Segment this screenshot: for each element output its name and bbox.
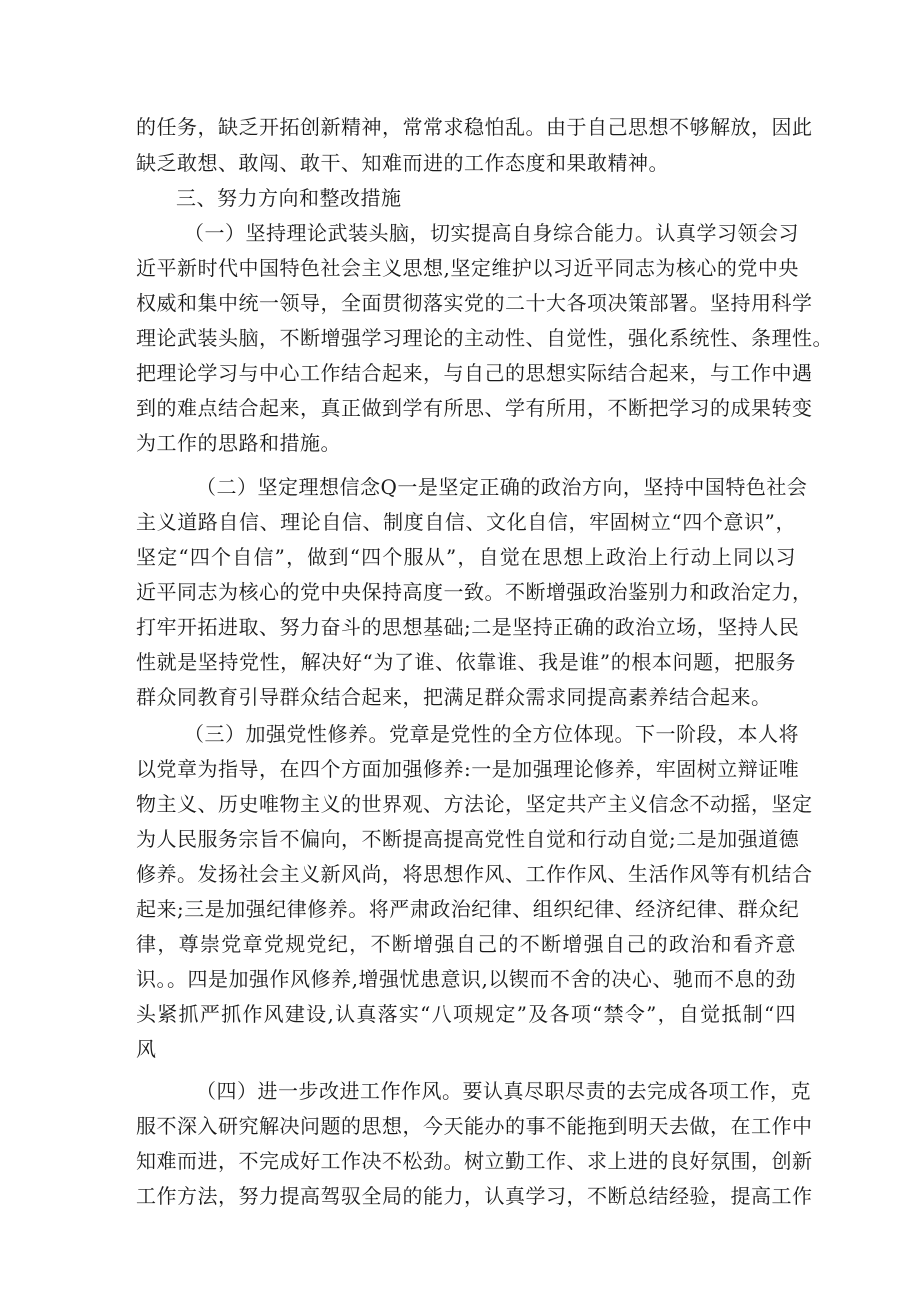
text-line: 性就是坚持党性，解决好“为了谁、依靠谁、我是谁”的根本问题，把服务 bbox=[136, 650, 796, 674]
text-line: 修养。发扬社会主义新风尚，将思想作风、工作作风、生活作风等有机结合 bbox=[136, 862, 813, 886]
text-line: 头紧抓严抓作风建设,认真落实“八项规定”及各项“禁令”，自觉抵制“四 bbox=[136, 1002, 796, 1026]
text-line: 为人民服务宗旨不偏向，不断提高提高党性自觉和行动自觉;二是加强道德 bbox=[136, 827, 800, 851]
text-line: （四）进一步改进工作作风。要认真尽职尽责的去完成各项工作，克 bbox=[196, 1079, 811, 1103]
text-line: 近平新时代中国特色社会主义思想,坚定维护以习近平同志为核心的党中央 bbox=[136, 256, 799, 280]
text-line: 坚定“四个自信”，做到“四个服从”，自觉在思想上政治上行动上同以习 bbox=[136, 545, 796, 569]
text-line: 把理论学习与中心工作结合起来，与自己的思想实际结合起来，与工作中遇 bbox=[136, 361, 813, 385]
text-line: 知难而进，不完成好工作决不松劲。树立勤工作、求上进的良好氛围，创新 bbox=[136, 1149, 813, 1173]
text-line: 权威和集中统一领导，全面贯彻落实党的二十大各项决策部署。坚持用科学 bbox=[136, 291, 813, 315]
text-line: 服不深入研究解决问题的思想，今天能办的事不能拖到明天去做，在工作中 bbox=[136, 1114, 813, 1138]
text-line: （二）坚定理想信念Q一是坚定正确的政治方向，坚持中国特色社会 bbox=[196, 475, 808, 499]
text-line: 到的难点结合起来，真正做到学有所思、学有所用，不断把学习的成果转变 bbox=[136, 396, 813, 420]
text-line: 理论武装头脑，不断增强学习理论的主动性、自觉性，强化系统性、条理性。 bbox=[136, 326, 833, 350]
text-line: （一）坚持理论武装头脑，切实提高自身综合能力。认真学习领会习 bbox=[184, 221, 799, 245]
section-heading: 三、努力方向和整改措施 bbox=[176, 186, 402, 210]
text-line: （三）加强党性修养。党章是党性的全方位体现。下一阶段，本人将 bbox=[184, 722, 799, 746]
text-line: 打牢开拓进取、努力奋斗的思想基础;二是坚持正确的政治立场，坚持人民 bbox=[136, 615, 800, 639]
text-line: 识。。四是加强作风修养,增强忧患意识,以锲而不舍的决心、驰而不息的劲 bbox=[136, 967, 796, 991]
text-line: 近平同志为核心的党中央保持高度一致。不断增强政治鉴别力和政治定力， bbox=[136, 580, 813, 604]
text-line: 风 bbox=[136, 1037, 157, 1061]
text-line: 为工作的思路和措施。 bbox=[136, 431, 341, 455]
text-line: 物主义、历史唯物主义的世界观、方法论，坚定共产主义信念不动摇，坚定 bbox=[136, 792, 813, 816]
text-line: 起来;三是加强纪律修养。将严肃政治纪律、组织纪律、经济纪律、群众纪 bbox=[136, 897, 800, 921]
text-line: 律，尊崇党章党规党纪，不断增强自己的不断增强自己的政治和看齐意 bbox=[136, 932, 796, 956]
text-line: 的任务，缺乏开拓创新精神，常常求稳怕乱。由于自己思想不够解放，因此 bbox=[136, 115, 813, 139]
text-line: 群众同教育引导群众结合起来，把满足群众需求同提高素养结合起来。 bbox=[136, 685, 772, 709]
text-line: 缺乏敢想、敢闯、敢干、知难而进的工作态度和果敢精神。 bbox=[136, 151, 669, 175]
text-line: 工作方法，努力提高驾驭全局的能力，认真学习，不断总结经验，提高工作 bbox=[136, 1184, 813, 1208]
text-line: 主义道路自信、理论自信、制度自信、文化自信，牢固树立“四个意识”， bbox=[136, 510, 796, 534]
text-line: 以党章为指导，在四个方面加强修养:一是加强理论修养，牢固树立辩证唯 bbox=[136, 757, 800, 781]
